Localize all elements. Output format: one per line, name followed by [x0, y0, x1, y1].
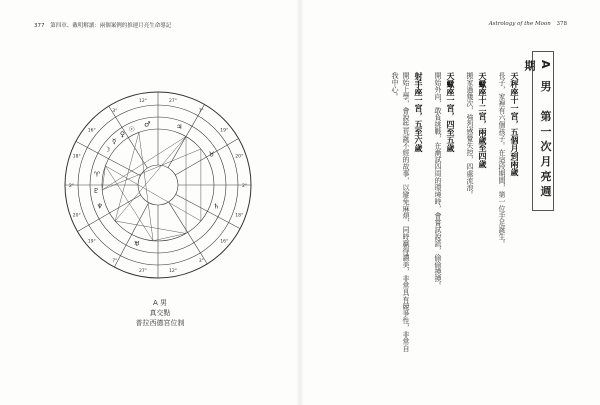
- degree-label: 18°: [235, 213, 244, 219]
- aspect-lines: [102, 132, 201, 240]
- body-scorpio-1: 開始外向，敢負挑戰，在漸試四周的環境時，會嘗試說謊，偷偷摸摸。: [434, 72, 442, 289]
- degree-label: 7°: [198, 109, 204, 115]
- degree-label: 27°: [169, 98, 178, 104]
- body-libra-11: 長子，家裡有六個孩子。在這段期間，第一位手足誕生。: [498, 72, 506, 247]
- aspect-line: [105, 166, 153, 241]
- degree-label: 19°: [220, 128, 229, 134]
- degree-label: 2°: [241, 184, 248, 189]
- section-title-box: A 男 第一次月亮週期: [532, 51, 554, 211]
- planet-glyph: ♇: [93, 186, 100, 195]
- degree-label: 27°: [138, 269, 147, 275]
- planet-glyph: ♅: [133, 239, 140, 248]
- left-running-head: [34, 21, 171, 29]
- body-sagittarius-1-b: 我中心。: [391, 72, 399, 100]
- right-book-title: Astrology of the Moon: [488, 21, 551, 27]
- left-chapter-title: 第四章、戴明解讀：兩個案例的推運月亮生命導記: [50, 23, 172, 29]
- right-running-head: [489, 21, 567, 27]
- planet-glyph: ♀: [119, 130, 126, 139]
- planet-glyph: ☽: [104, 145, 111, 154]
- degree-label: 19°: [87, 239, 96, 245]
- degree-label: 3°: [198, 258, 204, 264]
- caption-person: A 男: [152, 299, 167, 307]
- left-page-number: 377: [34, 23, 45, 29]
- house-cusp-line: [169, 202, 208, 264]
- house-cusp-line: [114, 203, 148, 267]
- caption-node: 真交點: [149, 309, 171, 317]
- degree-label: 18°: [72, 154, 81, 160]
- body-sagittarius-1-a: 開始上學，會說些荒誕不經的故事，以避免麻煩，同時贏得讚美，非常具有競爭性，非常自: [402, 72, 410, 352]
- planet-glyph: ♆: [96, 202, 103, 211]
- degree-label: 7°: [112, 258, 118, 264]
- planet-glyphs: [93, 120, 219, 247]
- heading-sagittarius-1: 射手座一宮，五至六歲: [414, 72, 423, 152]
- chart-svg: [63, 90, 253, 280]
- degree-label: 20°: [235, 154, 244, 160]
- planet-glyph: ♉: [208, 150, 215, 159]
- degree-label: 12°: [138, 98, 147, 104]
- planet-glyph: ♄: [213, 202, 220, 211]
- house-cusp-line: [77, 195, 140, 232]
- degree-label: 20°: [72, 213, 81, 219]
- house-cusps: [65, 92, 251, 278]
- degree-label: 3°: [112, 109, 118, 115]
- house-cusp-line: [175, 139, 238, 176]
- house-cusp-line: [176, 194, 240, 228]
- right-page-number: 378: [556, 21, 567, 27]
- planet-glyph: ♂: [144, 120, 151, 129]
- body-scorpio-12: 搬家過幾次，強烈感覺失控，四處流浪。: [466, 72, 474, 198]
- aspect-line: [105, 166, 201, 221]
- chart-caption: [100, 298, 220, 328]
- heading-libra-11: 天秤座十一宮，五個月到兩歲: [510, 72, 519, 176]
- planet-glyph: ☉: [128, 125, 135, 134]
- heading-scorpio-12: 天蠍座十二宮，兩歲至四歲: [478, 72, 487, 168]
- degree-label: 2°: [68, 184, 75, 189]
- planet-glyph: ☿: [112, 137, 117, 146]
- aspect-line: [115, 132, 139, 221]
- degree-label: 16°: [220, 239, 229, 245]
- degree-label: 12°: [169, 269, 178, 275]
- planet-glyph: ♈: [93, 170, 101, 179]
- right-page: [300, 0, 600, 405]
- degree-label: 16°: [87, 128, 96, 134]
- planet-glyph: ♃: [176, 123, 183, 132]
- caption-house-system: 普拉西德宮位制: [135, 319, 185, 327]
- natal-chart-wheel: [63, 90, 253, 280]
- heading-scorpio-1: 天蠍座一宮，四至五歲: [446, 72, 455, 152]
- aspect-line: [115, 137, 186, 221]
- book-gutter: [296, 0, 304, 405]
